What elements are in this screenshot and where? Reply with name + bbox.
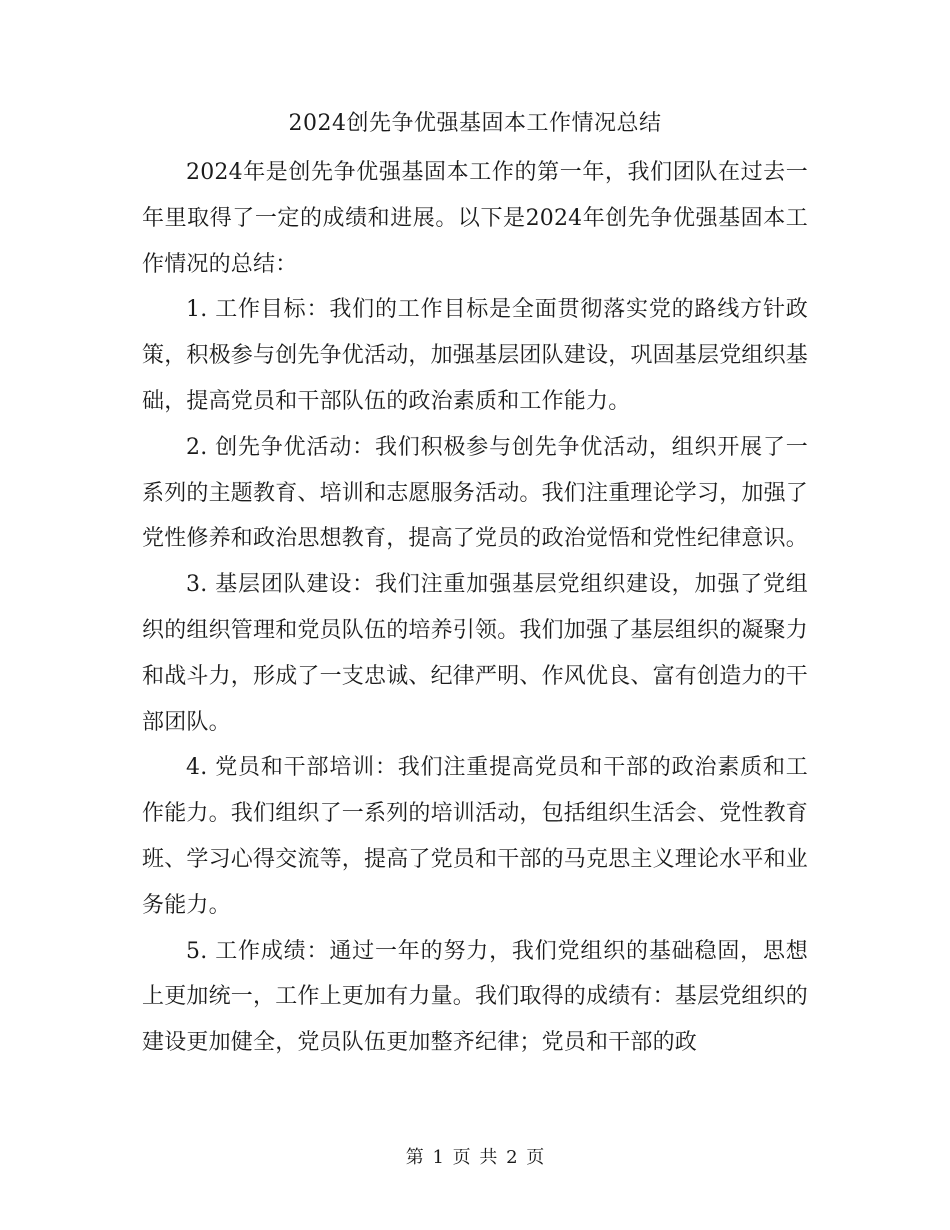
- paragraph-work-goals: 1. 工作目标：我们的工作目标是全面贯彻落实党的路线方针政策，积极参与创先争优活动，加强基层团队建设，巩固基层党组织基础，提高党员和干部队伍的政治素质和工作能力。: [142, 297, 809, 414]
- paragraph-team-building: 3. 基层团队建设：我们注重加强基层党组织建设，加强了党组织的组织管理和党员队伍的培养引领。我们加强了基层组织的凝聚力和战斗力，形成了一支忠诚、纪律严明、作风优良、富有创造力的干部团队。: [142, 572, 809, 735]
- paragraph-activities: 2. 创先争优活动：我们积极参与创先争优活动，组织开展了一系列的主题教育、培训和志愿服务活动。我们注重理论学习，加强了党性修养和政治思想教育，提高了党员的政治觉悟和党性纪律意识。: [142, 434, 809, 552]
- page-number-footer: 第 1 页 共 2 页: [405, 1147, 545, 1168]
- intro-paragraph: 2024年是创先争优强基固本工作的第一年，我们团队在过去一年里取得了一定的成绩和进展。以下是2024年创先争优强基固本工作情况的总结：: [142, 160, 808, 277]
- paragraph-training: 4. 党员和干部培训：我们注重提高党员和干部的政治素质和工作能力。我们组织了一系列的培训活动，包括组织生活会、党性教育班、学习心得交流等，提高了党员和干部的马克思主义理论水平和业务能力。: [142, 755, 809, 918]
- document-title: 2024创先争优强基固本工作情况总结: [288, 111, 662, 136]
- paragraph-achievements: 5. 工作成绩：通过一年的努力，我们党组织的基础稳固，思想上更加统一，工作上更加有力量。我们取得的成绩有：基层党组织的建设更加健全，党员队伍更加整齐纪律；党员和干部的政: [142, 938, 809, 1056]
- document-body: [142, 150, 808, 1066]
